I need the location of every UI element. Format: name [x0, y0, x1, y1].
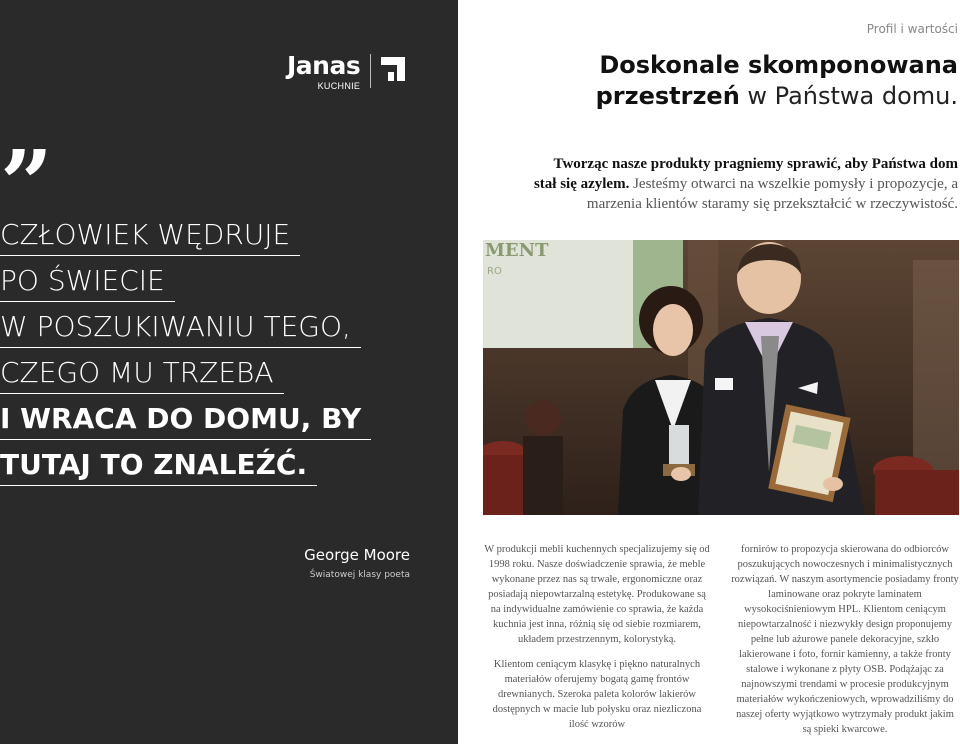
logo-subtitle: KUCHNIE	[317, 81, 361, 91]
section-label: Profil i wartości	[866, 22, 958, 36]
award-photo	[483, 240, 959, 515]
body-column-2	[731, 542, 959, 744]
headline-line-2: przestrzeń w Państwa domu.	[595, 82, 958, 110]
body-paragraph: Klientom ceniącym klasykę i piękno naturalnych materiałów oferujemy bogatą gamę frontów drewnianych. Szeroka paleta kolorów lakierów dostępnych w macie lub połysku oraz niezliczona ilość wzorów	[492, 659, 702, 730]
quote-line: CZŁOWIEK WĘDRUJE	[0, 218, 371, 264]
logo-mark-icon	[381, 57, 405, 81]
intro-rest: Jesteśmy otwarci na wszelkie pomysły i propozycje, a marzenia klientów staramy się przekształcić w rzeczywistość.	[586, 176, 958, 212]
intro-strong: Tworząc nasze produkty pragniemy sprawić, aby Państwa dom stał się azylem.	[533, 156, 958, 192]
quote-line: PO ŚWIECIE	[0, 264, 371, 310]
quote-line: CZEGO MU TRZEBA	[0, 356, 371, 402]
quote-line: I WRACA DO DOMU, BY	[0, 402, 371, 448]
banner-text: MENT	[485, 240, 549, 261]
logo-text	[287, 52, 360, 91]
body-column-1	[484, 542, 710, 742]
quote-line: W POSZUKIWANIU TEGO,	[0, 310, 371, 356]
headline-line-1: Doskonale skomponowana	[599, 51, 958, 79]
left-quote-panel	[0, 0, 458, 744]
quote-author: George Moore	[304, 546, 410, 564]
quote-author-role: Światowej klasy poeta	[309, 570, 410, 580]
quote-text	[0, 218, 371, 494]
banner-sub-text: RO	[487, 266, 502, 277]
quotation-mark-icon: ”	[0, 130, 45, 238]
brand-logo	[287, 52, 405, 92]
body-paragraph: W produkcji mebli kuchennych specjalizujemy się od 1998 roku. Nasze doświadczenie sprawia, że meble wykonane przez nas są trwałe, ergonomiczne oraz posiadają niepowtarzalną estetykę. Produkowane są na indywidualne zamówienie co sprawia, że każda kuchnia jest inna, różnią się od siebie rozmiarem, układem przestrzennym, kolorystyką.	[484, 544, 710, 645]
intro-paragraph	[528, 154, 958, 214]
award-photo-image	[483, 240, 959, 515]
body-paragraph: fornirów to propozycja skierowana do odbiorców poszukujących nowoczesnych i minimalistycznych rozwiązań. W naszym asortymencie posiadamy fronty laminowane oraz pokryte laminatem wysokociśnieniowym HPL. Klientom ceniącym niepowtarzalność i niezwykły design proponujemy pełne lub ażurowe panele dekoracyjne, szkło lakierowane i foto, fornir kamienny, a także fronty stalowe i wykonane z płyty OSB. Podążając za najnowszymi trendami w procesie produkcyjnym materiałów wykończeniowych, wprowadziliśmy do naszej oferty wyjątkowo wytrzymały produkt jakim są spieki kwarcowe.	[731, 544, 959, 735]
logo-divider	[370, 54, 371, 88]
quote-line: TUTAJ TO ZNALEŹĆ.	[0, 448, 371, 494]
page-headline	[596, 50, 958, 112]
logo-name: Janas	[287, 51, 361, 80]
